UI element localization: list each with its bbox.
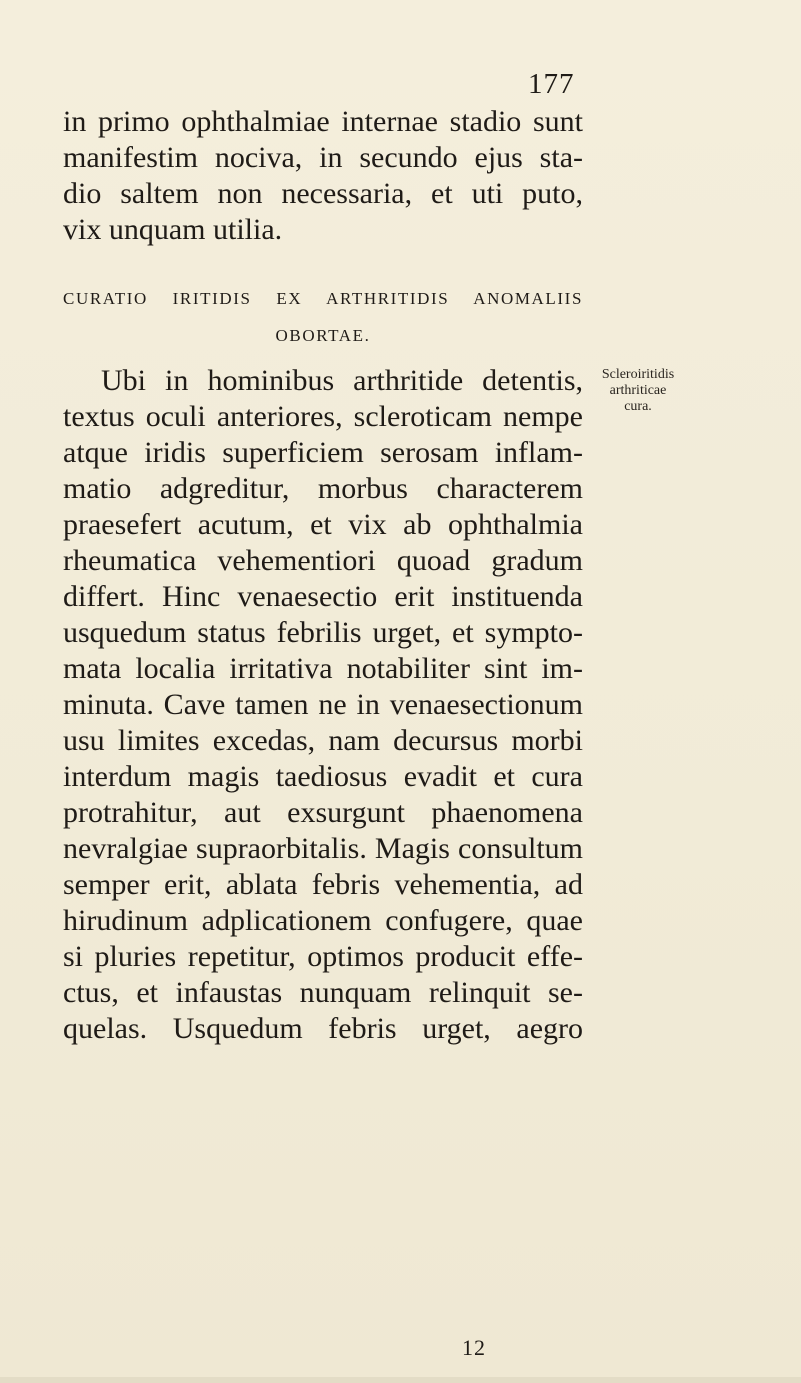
- text-line: mata localia irritativa notabiliter sint im-: [63, 652, 583, 685]
- text-line: ctus, et infaustas nunquam relinquit se-: [63, 976, 583, 1009]
- text-line: semper erit, ablata febris vehementia, ad: [63, 868, 583, 901]
- page-number: 177: [528, 68, 575, 100]
- text-line: textus oculi anteriores, scleroticam nempe: [63, 400, 583, 433]
- text-line: usu limites excedas, nam decursus morbi: [63, 724, 583, 757]
- text-line: praesefert acutum, et vix ab ophthalmia: [63, 508, 583, 541]
- text-line: vix unquam utilia.: [63, 213, 283, 246]
- signature-mark: 12: [462, 1335, 486, 1360]
- text-line: nevralgiae supraorbitalis. Magis consultum: [63, 832, 583, 865]
- text-line: interdum magis taediosus evadit et cura: [63, 760, 583, 793]
- text-line: protrahitur, aut exsurgunt phaenomena: [63, 796, 583, 829]
- text-line: minuta. Cave tamen ne in venaesectionum: [63, 688, 583, 721]
- text-line: atque iridis superficiem serosam inflam-: [63, 436, 583, 469]
- text-line: hirudinum adplicationem confugere, quae: [63, 904, 583, 937]
- text-line: manifestim nociva, in secundo ejus sta-: [63, 141, 583, 174]
- marginal-note-line: cura.: [624, 399, 652, 414]
- text-line: dio saltem non necessaria, et uti puto,: [63, 177, 583, 210]
- intro-paragraph: [63, 104, 583, 248]
- text-line: differt. Hinc venaesectio erit instituenda: [63, 580, 583, 613]
- page-edge: [0, 1377, 801, 1383]
- marginal-note-line: arthriticae: [609, 383, 667, 398]
- text-line: matio adgreditur, morbus characterem: [63, 472, 583, 505]
- text-line: Ubi in hominibus arthritide detentis,: [101, 364, 583, 397]
- text-line: in primo ophthalmiae internae stadio sunt: [63, 105, 583, 138]
- section-heading: CURATIO IRITIDIS EX ARTHRITIDIS ANOMALIIS: [63, 289, 583, 308]
- marginal-note-line: Scleroiritidis: [601, 367, 675, 382]
- text-line: usquedum status febrilis urget, et sympto-: [63, 616, 583, 649]
- main-paragraph: [63, 363, 583, 1047]
- text-line: rheumatica vehementiori quoad gradum: [63, 544, 583, 577]
- text-line: si pluries repetitur, optimos producit effe-: [63, 940, 583, 973]
- text-line: quelas. Usquedum febris urget, aegro: [63, 1012, 583, 1045]
- marginal-note: [598, 367, 678, 415]
- section-heading-continued: OBORTAE.: [275, 326, 371, 345]
